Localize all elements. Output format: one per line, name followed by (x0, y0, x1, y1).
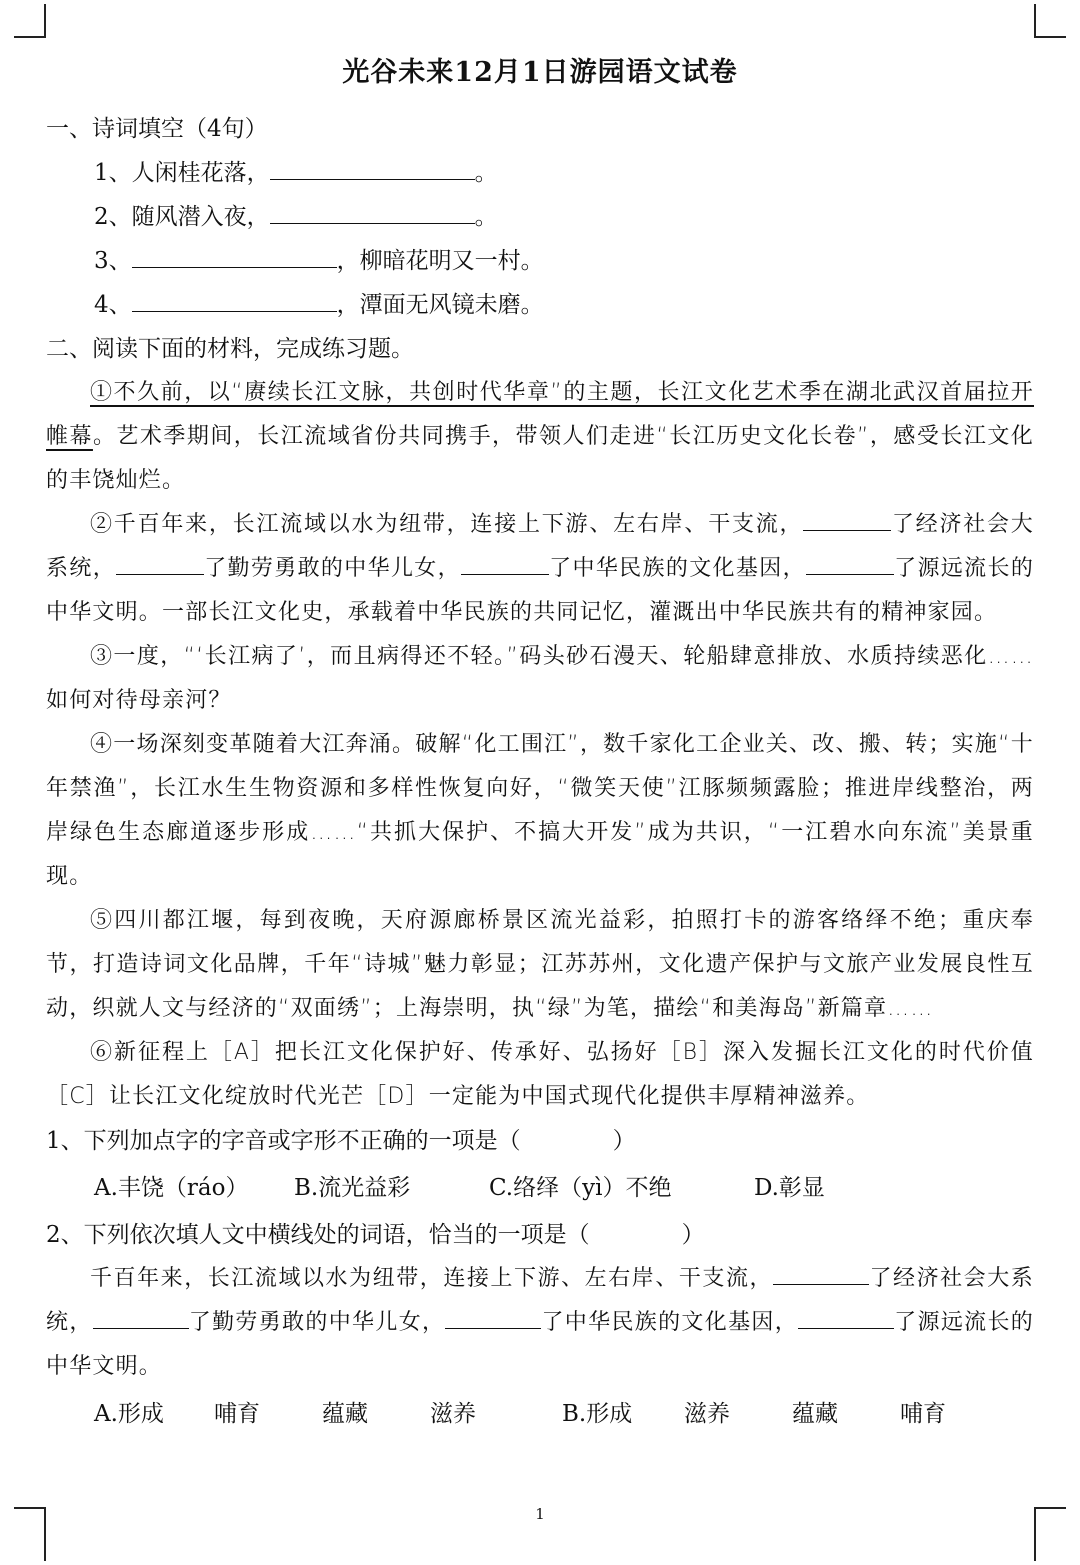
fill-blank[interactable] (93, 1304, 189, 1329)
option-a-word-4: 滋养 (430, 1401, 476, 1427)
poem-item-4: 4、 ，潭面无风镜未磨。 (94, 283, 1034, 327)
fill-blank[interactable] (132, 287, 337, 312)
fill-blank[interactable] (803, 506, 891, 531)
fill-blank[interactable] (445, 1304, 541, 1329)
section1-heading: 一、诗词填空（4句） (46, 116, 268, 142)
crop-mark-top-right (1034, 4, 1066, 38)
option-b-word-3: 蕴藏 (792, 1401, 838, 1427)
option-a-word-2: 哺育 (214, 1401, 260, 1427)
option-a[interactable]: A.丰饶（ráo） (94, 1175, 249, 1201)
poem-item-1: 1、人闲桂花落， 。 (94, 151, 1034, 195)
reading-paragraph-1: ①不久前，以“赓续长江文脉，共创时代华章”的主题，长江文化艺术季在湖北武汉首届拉开帷幕。艺术季期间，长江流域省份共同携手，带领人们走进“长江历史文化长卷”，感受长江文化的丰饶灿烂。 (46, 380, 1034, 493)
option-b-word-4: 哺育 (900, 1401, 946, 1427)
question-2-text: 千百年来，长江流域以水为纽带，连接上下游、左右岸、干支流， 了经济社会大系统， 了勤劳勇敢的中华儿女， 了中华民族的文化基因， 了源远流长的中华文明。 (46, 1257, 1034, 1389)
reading-paragraph-4: ④一场深刻变革随着大江奔涌。破解“化工围江”，数千家化工企业关、改、搬、转；实施“十年禁渔”，长江水生生物资源和多样性恢复向好，“微笑天使”江豚频频露脸；推进岸线整治，两岸绿色生态廊道逐步形成……“共抓大保护、不搞大开发”成为共识，“一江碧水向东流”美景重现。 (46, 732, 1034, 889)
crop-mark-top-left (14, 4, 46, 38)
question-1-stem: 1、下列加点字的字音或字形不正确的一项是（ ） (46, 1128, 636, 1154)
option-b[interactable]: B.流光益彩 (294, 1175, 411, 1201)
poem-item-3: 3、 ，柳暗花明又一村。 (94, 239, 1034, 283)
poem-item-2: 2、随风潜入夜， 。 (94, 195, 1034, 239)
fill-blank[interactable] (132, 243, 337, 268)
reading-paragraph-3: ③一度，“‘长江病了’，而且病得还不轻。”码头砂石漫天、轮船肆意排放、水质持续恶化……如何对待母亲河？ (46, 644, 1034, 713)
fill-blank[interactable] (270, 199, 475, 224)
fill-blank[interactable] (798, 1304, 894, 1329)
reading-paragraph-2: ②千百年来，长江流域以水为纽带，连接上下游、左右岸、干支流， 了经济社会大系统， 了勤劳勇敢的中华儿女， 了中华民族的文化基因， 了源远流长的中华文明。一部长江文化史，承载着中华民族的共同记忆，灌溉出中华民族共有的精神家园。 (46, 503, 1034, 635)
exam-title: 光谷未来12月1日游园语文试卷 (342, 57, 738, 88)
option-a-word-3: 蕴藏 (322, 1401, 368, 1427)
option-b-word-2: 滋养 (684, 1401, 730, 1427)
section2-heading: 二、阅读下面的材料，完成练习题。 (46, 336, 414, 362)
fill-blank[interactable] (773, 1260, 869, 1285)
question-1-options (94, 1163, 1034, 1213)
reading-paragraph-6: ⑥新征程上［A］把长江文化保护好、传承好、弘扬好［B］深入发掘长江文化的时代价值［C］让长江文化绽放时代光芒［D］一定能为中国式现代化提供丰厚精神滋养。 (46, 1040, 1034, 1109)
option-c[interactable]: C.络绎（yì）不绝 (489, 1175, 672, 1201)
exam-page (46, 50, 1034, 1439)
option-b[interactable]: B.形成 (562, 1401, 633, 1427)
fill-blank[interactable] (270, 155, 475, 180)
underlined-sentence: ①不久前，以“赓续长江文脉，共创时代华章”的主题，长江文化艺术季在湖北武汉首届拉开帷幕 (46, 380, 1034, 449)
option-d[interactable]: D.彰显 (754, 1175, 825, 1201)
fill-blank[interactable] (116, 550, 204, 575)
question-2-stem: 2、下列依次填人文中横线处的词语，恰当的一项是（ ） (46, 1222, 705, 1248)
fill-blank[interactable] (461, 550, 549, 575)
page-number: 1 (535, 1505, 545, 1523)
option-a[interactable]: A.形成 (94, 1401, 164, 1427)
reading-paragraph-5: ⑤四川都江堰，每到夜晚，天府源廊桥景区流光益彩，拍照打卡的游客络绎不绝；重庆奉节，打造诗词文化品牌，千年“诗城”魅力彰显；江苏苏州，文化遗产保护与文旅产业发展良性互动，织就人文与经济的“双面绣”；上海崇明，执“绿”为笔，描绘“和美海岛”新篇章…… (46, 908, 1034, 1021)
fill-blank[interactable] (806, 550, 894, 575)
question-2-options (94, 1389, 1034, 1439)
